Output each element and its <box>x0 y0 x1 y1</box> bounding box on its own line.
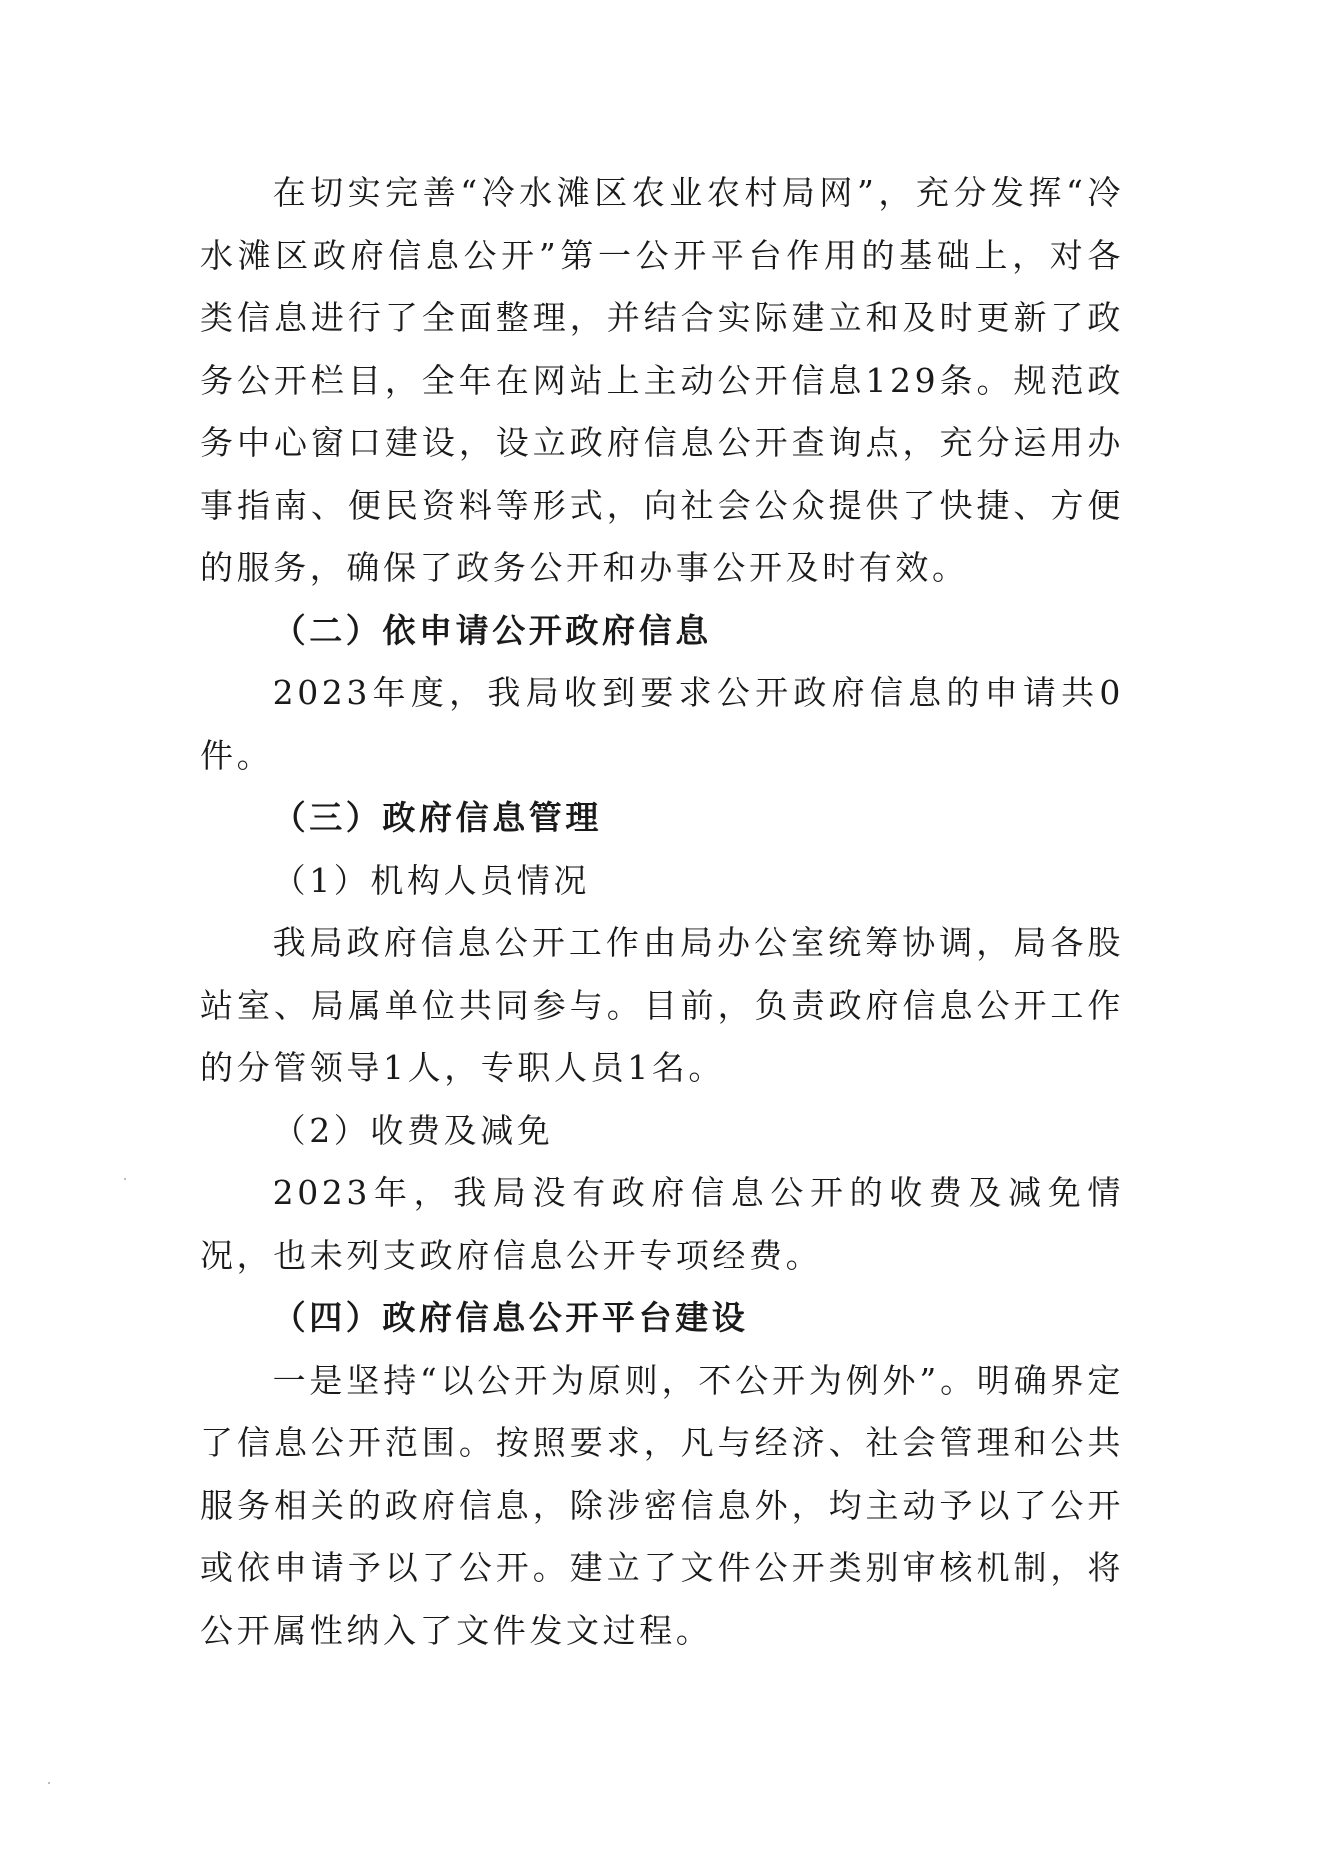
section-heading-by-application: （二）依申请公开政府信息 <box>272 610 712 650</box>
paragraph-application-count: 2023年度，我局收到要求公开政府信息的申请共0件。 <box>200 673 1124 775</box>
paragraph-platform: 一是坚持“以公开为原则，不公开为例外”。明确界定了信息公开范围。按照要求，凡与经济、社会管理和公共服务相关的政府信息，除涉密信息外，均主动予以了公开或依申请予以了公开。建立了文件公开类别审核机制，将公开属性纳入了文件发文过程。 <box>200 1360 1124 1650</box>
document-body <box>200 162 1124 1662</box>
paragraph-website-publication: 在切实完善“冷水滩区农业农村局网”，充分发挥“冷水滩区政府信息公开”第一公开平台作用的基础上，对各类信息进行了全面整理，并结合实际建立和及时更新了政务公开栏目，全年在网站上主动公开信息129条。规范政务中心窗口建设，设立政府信息公开查询点，充分运用办事指南、便民资料等形式，向社会公众提供了快捷、方便的服务，确保了政务公开和办事公开及时有效。 <box>200 173 1124 587</box>
paragraph-staffing: 我局政府信息公开工作由局办公室统筹协调，局各股站室、局属单位共同参与。目前，负责政府信息公开工作的分管领导1人，专职人员1名。 <box>200 923 1124 1087</box>
subheading-fees: （2）收费及减免 <box>272 1110 554 1150</box>
subheading-staffing: （1）机构人员情况 <box>272 860 590 900</box>
section-heading-platform: （四）政府信息公开平台建设 <box>272 1298 749 1337</box>
paragraph-fees: 2023年，我局没有政府信息公开的收费及减免情况，也未列支政府信息公开专项经费。 <box>200 1173 1124 1275</box>
scan-speck <box>48 1782 50 1784</box>
scan-speck <box>124 1178 126 1180</box>
section-heading-info-management: （三）政府信息管理 <box>272 798 602 837</box>
